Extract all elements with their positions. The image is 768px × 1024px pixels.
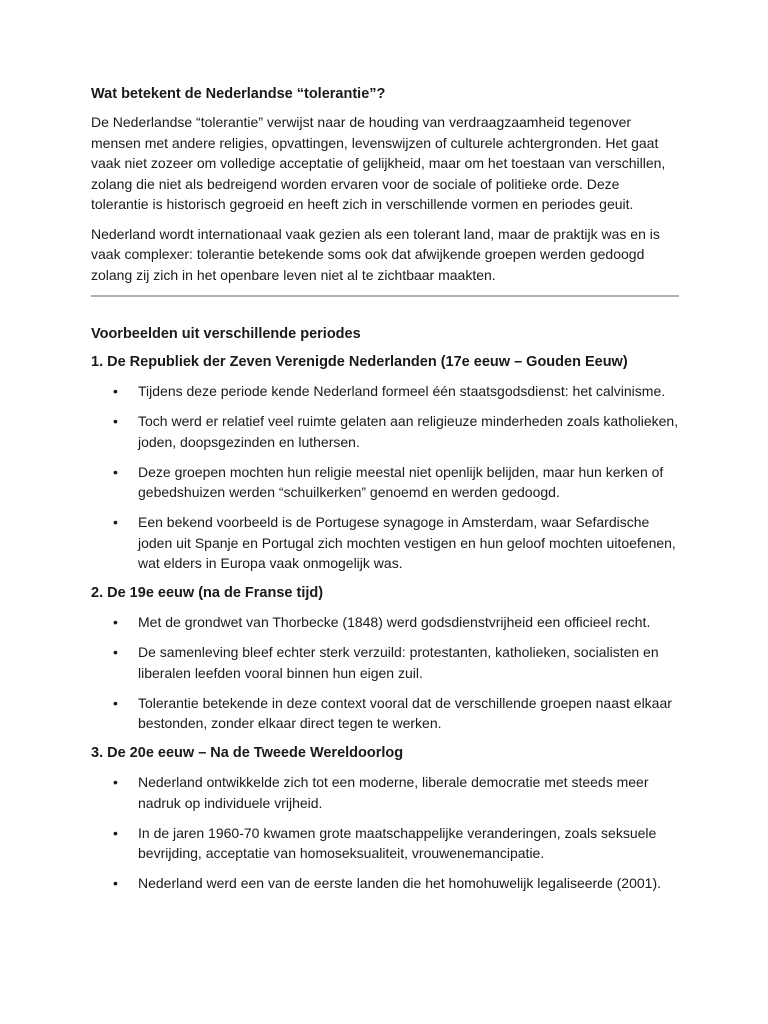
- period-heading-19e-eeuw: 2. De 19e eeuw (na de Franse tijd): [91, 585, 324, 601]
- bullet-icon: •: [113, 644, 118, 660]
- list-item-text: De samenleving bleef echter sterk verzuild: protestanten, katholieken, socialisten en liberalen leefden vooral binnen hun eigen zuil.: [138, 644, 659, 681]
- list-item-text: Toch werd er relatief veel ruimte gelaten aan religieuze minderheden zoals katholieken, joden, doopsgezinden en luthersen.: [138, 413, 679, 450]
- list-item: [91, 873, 679, 894]
- bullet-icon: •: [113, 774, 118, 790]
- document-page: [91, 84, 679, 894]
- bullet-icon: •: [113, 463, 118, 480]
- bullet-icon: •: [113, 875, 118, 891]
- bullet-icon: •: [113, 824, 118, 841]
- period-heading-20e-eeuw: 3. De 20e eeuw – Na de Tweede Wereldoorlog: [91, 745, 404, 761]
- bullet-icon: •: [113, 383, 118, 399]
- list-item: [91, 512, 679, 574]
- list-item-text: Tijdens deze periode kende Nederland formeel één staatsgodsdienst: het calvinisme.: [138, 383, 666, 399]
- section-title: Voorbeelden uit verschillende periodes: [91, 326, 361, 342]
- list-item: [91, 381, 679, 402]
- bullet-icon: •: [113, 694, 118, 711]
- list-item-text: Tolerantie betekende in deze context vooral dat de verschillende groepen naast elkaar bestonden, zonder elkaar direct tegen te werken.: [138, 694, 672, 731]
- bullet-icon: •: [113, 614, 118, 630]
- intro-paragraph: De Nederlandse “tolerantie” verwijst naar de houding van verdraagzaamheid tegenover mensen met andere religies, opvattingen, levenswijzen of culturele achtergronden. Het gaat vaak niet zozeer om volledige acceptatie of gelijkheid, maar om het toestaan van verschillen, zolang die niet als bedreigend worden ervaren voor de sociale of politieke orde. Deze tolerantie is historisch gegroeid en heeft zich in verschillende vormen en periodes geuit.: [91, 114, 666, 212]
- list-item-text: Deze groepen mochten hun religie meestal niet openlijk belijden, maar hun kerken of gebedshuizen werden “schuilkerken” genoemd en werden gedoogd.: [138, 463, 664, 500]
- list-item-text: Nederland ontwikkelde zich tot een moderne, liberale democratie met steeds meer nadruk op individuele vrijheid.: [138, 774, 649, 811]
- bullet-list-republiek: [91, 381, 679, 574]
- document-title: Wat betekent de Nederlandse “tolerantie”?: [91, 86, 386, 102]
- bullet-icon: •: [113, 514, 118, 530]
- horizontal-divider: [91, 295, 679, 297]
- bullet-list-20e-eeuw: [91, 772, 679, 894]
- list-item: [91, 462, 679, 503]
- list-item: [91, 772, 679, 813]
- list-item: [91, 411, 679, 452]
- context-paragraph: Nederland wordt internationaal vaak gezien als een tolerant land, maar de praktijk was en is vaak complexer: tolerantie betekende soms ook dat afwijkende groepen werden gedoogd zolang zij zich in het openbare leven niet al te zichtbaar maakten.: [91, 225, 660, 283]
- list-item-text: Nederland werd een van de eerste landen die het homohuwelijk legaliseerde (2001).: [138, 875, 662, 891]
- bullet-icon: •: [113, 413, 118, 429]
- list-item: [91, 823, 679, 864]
- period-heading-republiek: 1. De Republiek der Zeven Verenigde Nederlanden (17e eeuw – Gouden Eeuw): [91, 354, 628, 370]
- list-item: [91, 642, 679, 683]
- list-item-text: In de jaren 1960-70 kwamen grote maatschappelijke veranderingen, zoals seksuele bevrijding, acceptatie van homoseksualiteit, vrouwenemancipatie.: [138, 824, 657, 861]
- list-item-text: Met de grondwet van Thorbecke (1848) werd godsdienstvrijheid een officieel recht.: [138, 614, 651, 630]
- list-item-text: Een bekend voorbeeld is de Portugese synagoge in Amsterdam, waar Sefardische joden uit Spanje en Portugal zich mochten vestigen en hun geloof mochten uitoefenen, wat elders in Europa vaak onmogelijk was.: [138, 514, 676, 571]
- bullet-list-19e-eeuw: [91, 612, 679, 734]
- list-item: [91, 612, 679, 633]
- list-item: [91, 693, 679, 734]
